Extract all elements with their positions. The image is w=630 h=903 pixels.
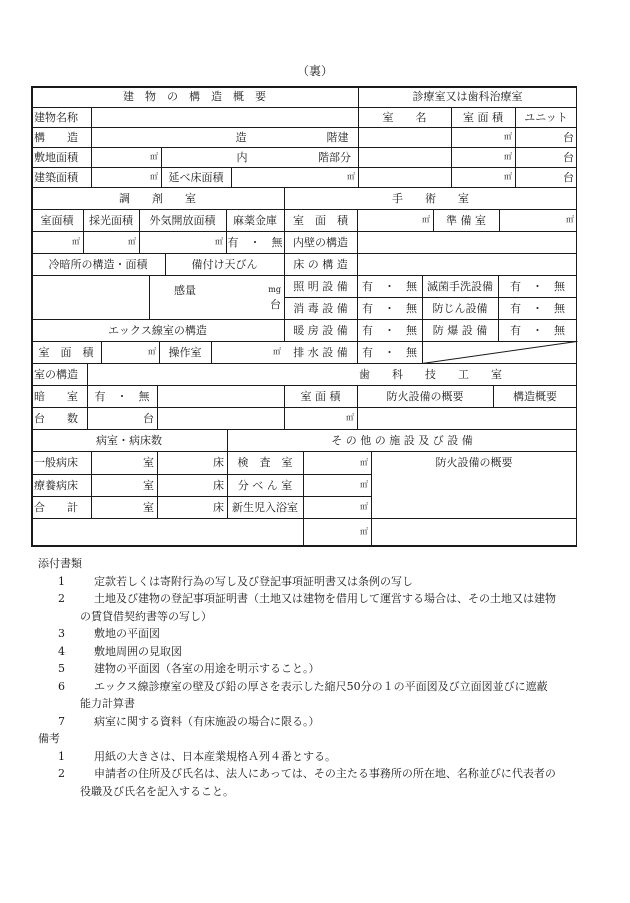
structure-outline-label: 構造概要 [513, 390, 557, 403]
sensitivity-label: 感量 [174, 284, 196, 297]
grid-line [31, 275, 284, 276]
wards-beds-header: 病室・病床数 [96, 434, 162, 447]
item-number: 2 [58, 592, 65, 605]
building-area-label: 建築面積 [34, 171, 78, 184]
drainage-equipment-label: 排 水 設 備 [293, 346, 348, 359]
building-structure-header: 建 物 の 構 造 概 要 [123, 90, 266, 103]
room-area-header: 室 面 積 [463, 111, 503, 124]
item-number: 3 [58, 627, 65, 640]
item-number: 5 [58, 662, 65, 675]
m2-unit: ㎡ [360, 458, 368, 467]
dai-unit: 台 [563, 131, 574, 144]
list-item [38, 573, 586, 591]
m2-unit: ㎡ [504, 152, 512, 161]
list-item [38, 678, 586, 696]
yes-no-option: 有 ・ 無 [510, 280, 565, 293]
m2-unit: ㎡ [148, 347, 156, 356]
dust-proof-equipment-label: 防じん設備 [432, 302, 488, 315]
remarks-title: 備考 [38, 732, 60, 745]
grid-line [31, 407, 577, 408]
total-label: 合 計 [34, 501, 78, 514]
grid-line [31, 341, 284, 342]
xray-room-structure-header: エックス線室の構造 [108, 324, 207, 337]
m2-unit: ㎡ [566, 215, 574, 224]
list-item [38, 765, 586, 783]
prep-room-label: 準 備 室 [446, 214, 486, 227]
item-text-continued: の賃貸借契約書等の写し） [80, 609, 212, 623]
list-item [38, 643, 586, 661]
grid-line [31, 474, 371, 475]
item-text-continued: 能力計算書 [80, 697, 135, 710]
newborn-bath-room-label: 新生児入浴室 [232, 501, 298, 514]
item-text: 敷地の平面図 [94, 627, 160, 640]
grid-line [31, 86, 577, 88]
grid-line [31, 496, 371, 497]
attachments-title: 添付書類 [38, 557, 82, 570]
diagonal-line [422, 341, 577, 364]
yes-no-option: 有 ・ 無 [362, 324, 417, 337]
darkroom-yes-no: 有 ・ 無 [94, 390, 150, 403]
grid-line [31, 187, 577, 188]
unit-header: ユニット [524, 111, 568, 124]
grid-line [284, 341, 577, 342]
building-name-label: 建物名称 [34, 111, 78, 124]
dai-unit: 台 [563, 151, 574, 164]
balance-label: 備付け天びん [191, 258, 258, 271]
grid-line [31, 429, 577, 430]
delivery-room-label: 分 べ ん 室 [237, 479, 293, 492]
item-text: 申請者の住所及び氏名は、法人にあっては、その主たる事務所の所在地、名称並びに代表者の [94, 767, 556, 780]
notes-section [38, 555, 586, 800]
dispensary-room-area-label: 室面積 [40, 214, 74, 227]
m2-unit: ㎡ [150, 152, 158, 161]
dai-unit: 台 [143, 412, 154, 425]
general-beds-label: 一般病床 [34, 456, 78, 469]
count-label: 台 数 [34, 412, 78, 425]
grid-line [31, 253, 577, 254]
fire-equipment-outline-label: 防火設備の概要 [386, 390, 464, 403]
grid-line [576, 86, 578, 546]
facility-structure-form [31, 86, 577, 546]
m2-unit: ㎡ [346, 413, 354, 422]
item-number: 4 [58, 644, 65, 658]
m2-unit: ㎡ [422, 215, 430, 224]
shitsu-unit: 室 [143, 501, 154, 514]
item-text: 土地及び建物の登記事項証明書（土地又は建物を借用して運営する場合は、その土地又は建物 [94, 592, 556, 605]
grid-line [31, 363, 577, 364]
list-item [38, 590, 586, 608]
ext-opening-area-label: 外気開放面積 [149, 214, 216, 227]
disinfection-equipment-label: 消 毒 設 備 [293, 302, 348, 315]
surgery-room-area-label: 室 面 積 [293, 214, 348, 227]
shitsu-unit: 室 [143, 456, 154, 469]
item-text-continued: 役職及び氏名を記入すること。 [80, 784, 234, 798]
total-floor-area-label: 延べ床面積 [168, 171, 224, 184]
yes-no-option: 有 ・ 無 [510, 324, 565, 337]
grid-line [31, 86, 33, 546]
inner-text: 内 [236, 151, 248, 164]
dispensary-header: 調 剤 室 [119, 192, 196, 205]
clinic-rooms-header: 診療室又は歯科治療室 [412, 90, 523, 103]
grid-line [31, 545, 577, 547]
structure-label: 構 造 [34, 131, 78, 144]
kaibubun-text: 階部分 [318, 151, 351, 164]
grid-line [31, 167, 577, 168]
yes-no-option: 有 ・ 無 [362, 302, 417, 315]
m2-unit: ㎡ [360, 527, 368, 536]
surgery-header: 手 術 室 [392, 192, 469, 205]
cool-dark-place-label: 冷暗所の構造・面積 [48, 258, 148, 271]
item-number: 2 [58, 767, 65, 780]
grid-line [31, 231, 577, 232]
mg-unit: mg [268, 285, 281, 294]
room-name-header: 室 名 [382, 111, 427, 124]
m2-unit: ㎡ [128, 237, 136, 246]
yuka-unit: 床 [213, 479, 224, 492]
item-text: 用紙の大きさは、日本産業規格Ａ列４番とする。 [94, 749, 336, 763]
yuka-unit: 床 [213, 456, 224, 469]
dai-unit: 台 [563, 171, 574, 184]
heating-equipment-label: 暖 房 設 備 [293, 324, 348, 337]
narcotic-safe-label: 麻薬金庫 [233, 214, 277, 227]
fire-equipment-outline-label-2: 防火設備の概要 [435, 456, 513, 469]
m2-unit: ㎡ [347, 172, 355, 181]
m2-unit: ㎡ [273, 347, 281, 356]
item-number: 1 [58, 749, 65, 763]
item-text: エックス線診療室の壁及び鉛の厚さを表示した縮尺50分の１の平面図及び立面図並びに遮蔽 [94, 679, 548, 693]
m2-unit: ㎡ [215, 237, 223, 246]
dai-unit: 台 [270, 298, 281, 311]
xray-room-area-label: 室 面 積 [38, 346, 94, 359]
remarks-list [38, 748, 586, 801]
exam-room-label: 検 査 室 [237, 456, 293, 469]
shitsu-unit: 室 [143, 479, 154, 492]
item-text: 敷地周囲の見取図 [94, 644, 182, 658]
item-text: 病室に関する資料（有床施設の場合に限る。） [94, 714, 320, 728]
narcotic-yes-no: 有 ・ 無 [227, 236, 283, 249]
explosion-proof-equipment-label: 防 爆 設 備 [432, 324, 488, 337]
inner-wall-structure-label: 内壁の構造 [293, 236, 348, 249]
yes-no-option: 有 ・ 無 [362, 280, 417, 293]
m2-unit: ㎡ [504, 132, 512, 141]
grid-line [31, 209, 577, 210]
attachments-list [38, 573, 586, 731]
yuka-unit: 床 [213, 501, 224, 514]
item-text: 建物の平面図（各室の用途を明示すること。） [94, 662, 320, 675]
sterile-wash-equipment-label: 滅菌手洗設備 [427, 280, 493, 293]
list-item [38, 713, 586, 731]
item-number: 6 [58, 679, 65, 693]
daylight-area-label: 採光面積 [89, 214, 133, 227]
kaidate-text: 階建 [326, 131, 349, 144]
site-area-label: 敷地面積 [34, 151, 78, 164]
care-beds-label: 療養病床 [34, 479, 78, 492]
m2-unit: ㎡ [360, 502, 368, 511]
other-facilities-header: そ の 他 の 施 設 及 び 設 備 [331, 434, 473, 447]
yes-no-option: 有 ・ 無 [510, 302, 565, 315]
grid-line [303, 518, 304, 545]
floor-structure-label: 床 の 構 造 [293, 258, 348, 271]
grid-line [284, 275, 577, 276]
operation-room-label: 操作室 [168, 346, 202, 359]
dental-lab-room-area-label: 室 面 積 [300, 390, 341, 403]
lighting-equipment-label: 照 明 設 備 [293, 280, 348, 293]
item-number: 7 [58, 714, 65, 728]
list-item [38, 748, 586, 766]
grid-line [31, 107, 577, 108]
item-text: 定款若しくは寄附行為の写し及び登記事項証明書又は条例の写し [94, 574, 413, 588]
page-label: （裏） [296, 64, 333, 78]
list-item [38, 625, 586, 643]
m2-unit: ㎡ [504, 172, 512, 181]
grid-line [31, 127, 577, 128]
dental-lab-header: 歯 科 技 工 室 [359, 368, 502, 381]
item-number: 1 [58, 574, 65, 588]
grid-line [31, 385, 577, 386]
zou-text: 造 [235, 131, 247, 144]
grid-line [284, 297, 577, 298]
m2-unit: ㎡ [150, 172, 158, 181]
list-item [38, 660, 586, 678]
room-structure-label: 室の構造 [34, 368, 78, 381]
grid-line [149, 275, 150, 319]
grid-line [31, 319, 577, 320]
grid-line [31, 518, 577, 519]
yes-no-option: 有 ・ 無 [362, 346, 417, 359]
grid-line [31, 451, 577, 452]
m2-unit: ㎡ [360, 480, 368, 489]
darkroom-label: 暗 室 [34, 390, 78, 403]
m2-unit: ㎡ [72, 237, 80, 246]
grid-line [31, 147, 577, 148]
